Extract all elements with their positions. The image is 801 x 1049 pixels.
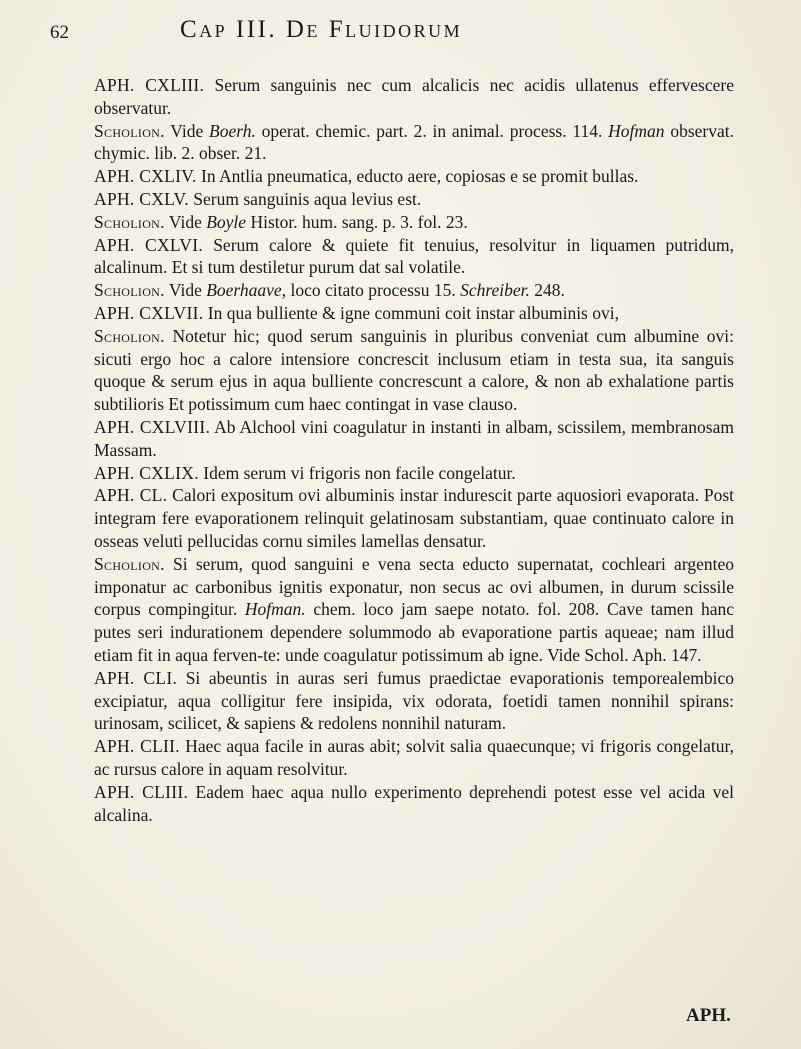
paragraph-lead: APH. CXLVI. (94, 234, 204, 255)
paragraph (94, 302, 734, 325)
paragraph-text: In qua bulliente & igne communi coit instar albuminis ovi, (203, 302, 619, 323)
paragraph (94, 781, 734, 827)
paragraph-lead: Scholion. (94, 211, 165, 232)
paragraph-lead: APH. CXLIV. (94, 166, 197, 187)
paragraph-text: Vide Boerhaave, loco citato processu 15. Schreiber. 248. (164, 280, 565, 301)
paragraph (94, 211, 734, 234)
paragraph (94, 234, 734, 280)
paragraph-text: Vide Boyle Histor. hum. sang. p. 3. fol. 23. (164, 211, 468, 232)
paragraph-text: Vide Boerh. operat. chemic. part. 2. in animal. process. 114. Hofman observat. chymic. lib. 2. obser. 21. (94, 120, 734, 164)
page-number: 62 (50, 22, 69, 43)
paragraph-text: Calori expositum ovi albuminis instar indurescit parte aquosiori evaporata. Post integram fere evaporationem relinquit gelatinosam substantiam, quae continuato calore in osseas veluti pellucidas cornu similes lamellas densatur. (94, 485, 735, 551)
paragraph-text: Serum sanguinis aqua levius est. (188, 188, 422, 209)
paragraph (94, 74, 734, 120)
paragraph-lead: APH. CXLIII. (94, 75, 205, 95)
running-title: Cap III. De Fluidorum (180, 16, 463, 43)
paragraph (94, 416, 734, 462)
paragraph (94, 484, 734, 552)
paragraph-lead: APH. CXLVII. (94, 302, 204, 323)
paragraph-lead: APH. CXLV. (94, 188, 189, 209)
paragraph-lead: Scholion. (94, 280, 165, 301)
paragraph-lead: APH. CLII. (94, 736, 180, 757)
paragraph (94, 667, 734, 735)
paragraph-text: Eadem haec aqua nullo experimento deprehendi potest esse vel acida vel alcalina. (94, 781, 734, 825)
paragraph-lead: APH. CLI. (94, 667, 178, 688)
paragraph-lead: Scholion. (94, 120, 165, 141)
paragraph-lead: APH. CL. (94, 485, 168, 506)
paragraph-lead: APH. CXLVIII. (94, 416, 211, 437)
paragraph-text: In Antlia pneumatica, educto aere, copiosas e se promit bullas. (196, 166, 639, 187)
paragraph-lead: APH. CLIII. (94, 781, 189, 802)
catchword: APH. (686, 1005, 731, 1026)
paragraph-text: Idem serum vi frigoris non facile congelatur. (198, 462, 516, 483)
paragraph (94, 325, 734, 416)
paragraph-text: Si serum, quod sanguini e vena secta educto supernatat, cochleari argenteo imponatur ac carbonibus ignitis exponatur, non secus ac ovi albumen, in durum scissile corpus compingitur. Hofman. chem. loco jam saepe notato. fol. 208. Cave tamen hanc putes seri indurationem dependere solummodo ab evaporatione partis aqueae; nam illud etiam fit in aqua ferven-te: unde coagulatur potissimum ab igne. Vide Schol. Aph. 147. (94, 553, 735, 665)
paragraph (94, 553, 734, 667)
paragraph-lead: Scholion. (94, 325, 165, 346)
paragraph-text: Ab Alchool vini coagulatur in instanti in albam, scissilem, membranosam Massam. (94, 416, 734, 460)
paragraph-text: Notetur hic; quod serum sanguinis in pluribus conveniat cum albumine ovi: sicuti ergo hoc a calore intensiore concrescit inclusum etiam in testa sua, ita sanguis quoque & serum ejus in aqua bulliente concrescunt a calore, & non ab exhalatione partis subtilioris Et potissimum cum haec contingat in vase clauso. (94, 325, 734, 415)
paragraph (94, 165, 734, 188)
paragraph (94, 735, 734, 781)
paragraph-text: Serum calore & quiete fit tenuius, resolvitur in liquamen putridum, alcalinum. Et si tum destiletur purum dat sal volatile. (94, 234, 735, 278)
paragraph-text: Si abeuntis in auras seri fumus praedictae evaporationis temporealembico excipiatur, aqua colligitur fere insipida, vix odorata, foetidi tamen nonnihil spirans: urinosam, scilicet, & sapiens & redolens nonnihil naturam. (94, 667, 734, 734)
paragraph (94, 120, 734, 166)
paragraph (94, 462, 734, 485)
page-header (50, 12, 750, 50)
paragraph-lead: Scholion. (94, 553, 165, 574)
paragraph (94, 279, 734, 302)
paragraph (94, 188, 734, 211)
paragraph-lead: APH. CXLIX. (94, 462, 199, 483)
text-body (94, 74, 734, 826)
paragraph-text: Haec aqua facile in auras abit; solvit salia quaecunque; vi frigoris congelatur, ac rursus calore in aquam resolvitur. (94, 736, 734, 779)
paragraph-text: Serum sanguinis nec cum alcalicis nec acidis ullatenus effervescere observatur. (94, 75, 734, 118)
